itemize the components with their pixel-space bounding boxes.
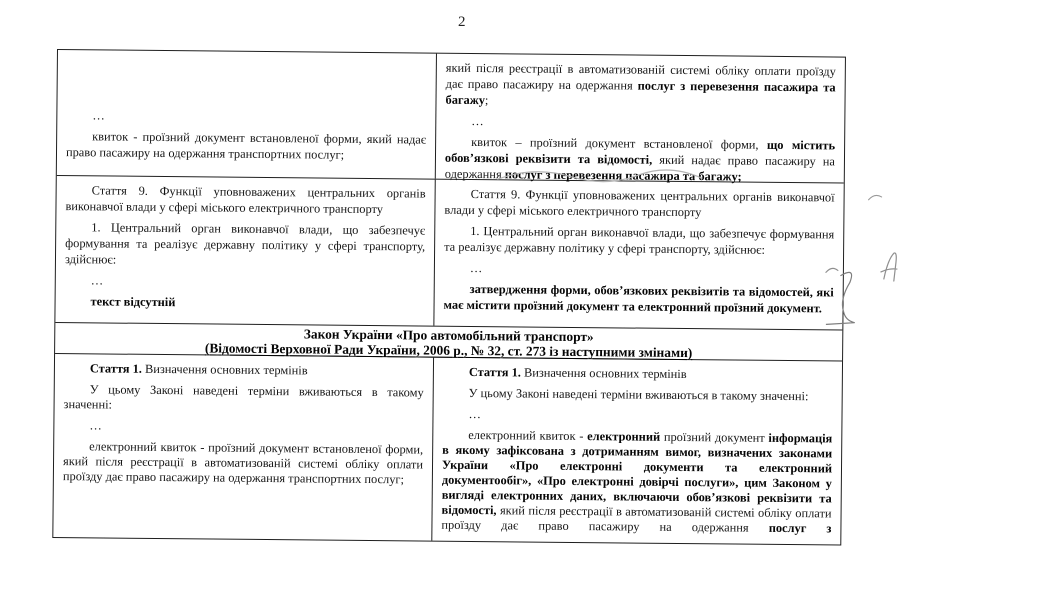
paragraph xyxy=(443,365,833,384)
text-run: 1. Центральний орган виконавчої влади, що забезпечує формування та реалізує державну політику у сфері транспорту, здійснює: xyxy=(444,223,835,257)
amended-text-run: що містить обов’язкові реквізити та відомості, xyxy=(444,137,836,167)
text-run: Стаття 9. Функції уповноважених центральних органів виконавчої влади у сфері міського електричного транспорту xyxy=(444,186,835,220)
cell-proposed-law-article1 xyxy=(432,358,842,545)
paragraph xyxy=(444,260,834,280)
text-run: У цьому Законі наведені терміни вживаються в такому значенні: xyxy=(468,385,809,404)
amended-text-run: інформація в якому зафіксована з дотриманням вимог, визначених законами України «Про електронні документи та електронний документообіг», «Про електронні довірчі послуги», цим Законом у вигляді електронних даних, включаючи обов’язкові реквізити та відомості, xyxy=(441,430,833,518)
amended-text-run: послуг з перевезення пасажира та багажу; xyxy=(504,167,742,184)
paragraph xyxy=(444,186,834,222)
paragraph xyxy=(443,281,833,317)
paragraph xyxy=(441,428,832,537)
text-run: електронний квиток - xyxy=(468,427,588,444)
text-run: який після реєстрації в автоматизованій системі обліку оплати проїзду дає право пасажиру на одержання xyxy=(445,60,836,93)
paragraph xyxy=(65,182,425,217)
law-reference: (Відомості Верховної Ради України, 2006 р., № 32, ст. 273 із наступними змінами) xyxy=(204,339,693,360)
document-scan xyxy=(52,49,846,546)
paragraph xyxy=(444,223,834,259)
text-run: … xyxy=(90,273,104,288)
amended-text-run: Стаття 1. xyxy=(89,361,143,376)
cell-proposed-law-ticket xyxy=(436,54,845,183)
amended-text-run: текст відсутній xyxy=(90,294,176,310)
text-run: … xyxy=(471,113,484,129)
amended-text-run: послуг з xyxy=(768,520,832,536)
cell-current-law-article1 xyxy=(53,354,434,541)
paragraph xyxy=(66,128,426,163)
text-run: який після реєстрації в автоматизованій системі обліку оплати проїзду дає право пасажиру на одержання xyxy=(441,503,832,535)
page-number: 2 xyxy=(458,14,466,30)
text-run: Визначення основних термінів xyxy=(141,361,308,378)
text-run: 1. Центральний орган виконавчої влади, що забезпечує формування та реалізує державну політику у сфері транспорту, здійснює: xyxy=(64,220,426,267)
paragraph xyxy=(66,107,426,126)
cell-proposed-law-article9 xyxy=(434,180,843,330)
comparison-table xyxy=(52,49,846,546)
text-run: … xyxy=(468,406,481,422)
text-run: … xyxy=(89,418,102,433)
margin-letter-mark xyxy=(881,253,897,281)
paragraph xyxy=(445,60,835,112)
text-run: проїзний документ xyxy=(660,429,769,445)
text-run: Визначення основних термінів xyxy=(520,365,687,382)
paragraph xyxy=(64,361,424,379)
paragraph xyxy=(63,439,423,487)
cell-current-law-ticket xyxy=(57,50,437,179)
law-title: Закон України «Про автомобільний транспорт» xyxy=(303,326,594,345)
amended-text-run: електронний xyxy=(587,429,661,444)
amended-text-run: послуг з перевезення пасажира та багажу xyxy=(445,78,836,108)
paragraph xyxy=(442,407,832,426)
amended-text-run: затвердження форми, обов’язкових реквізитів та відомостей, які має містити проїзний документ та електронний проїзний документ. xyxy=(443,281,834,316)
paragraph xyxy=(445,134,835,186)
text-run: квиток – проїзний документ встановленої форми, xyxy=(471,134,767,152)
text-run: ; xyxy=(484,93,489,108)
text-run: … xyxy=(469,260,483,276)
text-run: … xyxy=(92,108,105,123)
text-run: електронний квиток - проїзний документ встановленої форми, який після реєстрації в автоматизованій системі обліку оплати проїзду дає право пасажиру на одержання транспортних послуг; xyxy=(62,439,424,487)
table-row-article-1 xyxy=(53,354,842,545)
text-run: квиток - проїзний документ встановленої форми, який надає право пасажиру на одержання транспортних послуг; xyxy=(65,129,427,162)
paragraph xyxy=(64,382,424,415)
paragraph xyxy=(445,113,835,133)
text-run: Стаття 9. Функції уповноважених центральних органів виконавчої влади у сфері міського електричного транспорту xyxy=(65,183,426,217)
paragraph xyxy=(65,219,425,270)
paragraph xyxy=(65,293,425,312)
amended-text-run: Стаття 1. xyxy=(468,364,521,380)
text-run: який надає право пасажиру на одержання xyxy=(444,152,836,182)
text-run: У цьому Законі наведені терміни вживаються в такому значенні: xyxy=(63,382,424,412)
table-row-ticket-definition xyxy=(57,50,845,184)
paragraph xyxy=(65,272,425,291)
table-row-article-9 xyxy=(55,176,843,331)
cell-current-law-article9 xyxy=(55,176,435,326)
paragraph xyxy=(63,418,423,436)
margin-dash-mark xyxy=(869,195,882,200)
paragraph xyxy=(443,386,833,405)
